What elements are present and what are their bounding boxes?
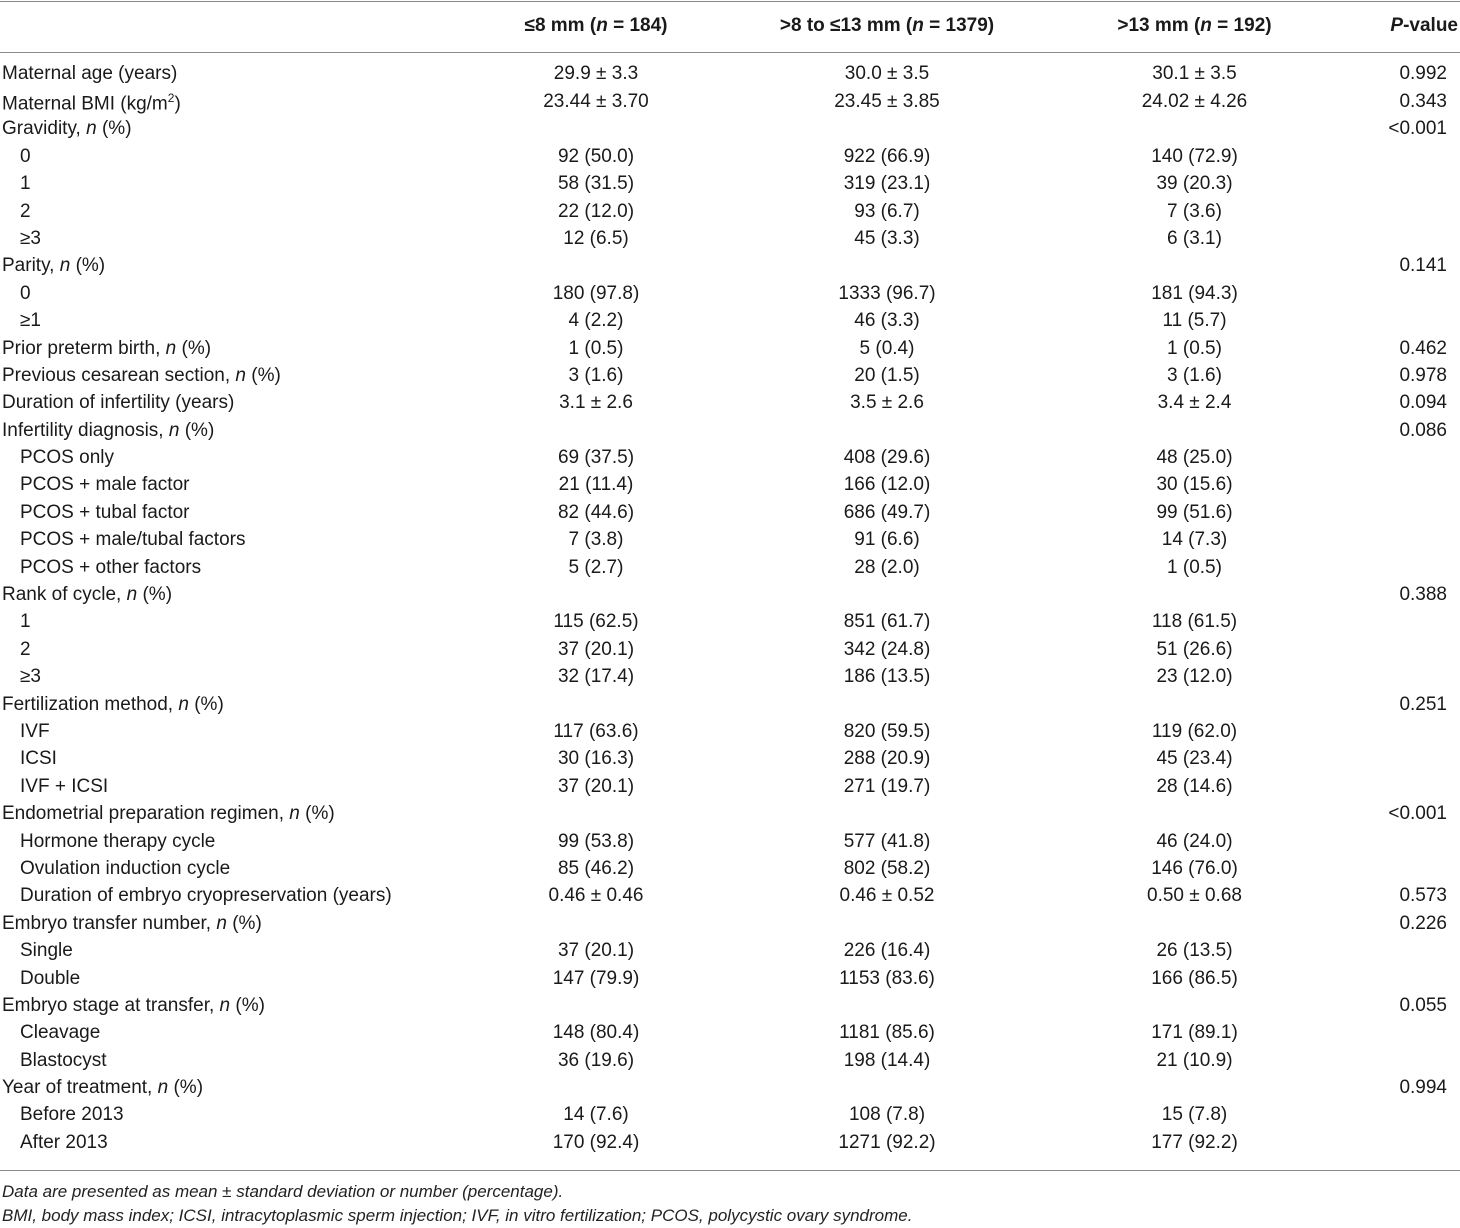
footnote-abbreviations: BMI, body mass index; ICSI, intracytoplasmic sperm injection; IVF, in vitro fertilization; PCOS, polycystic ovary syndrome. — [2, 1206, 913, 1225]
row-label: ≥3 — [20, 666, 41, 688]
cell-p-value — [1317, 143, 1460, 170]
cell-group-1: 58 (31.5) — [557, 173, 635, 195]
cell-p-value — [1317, 280, 1460, 307]
cell-group-2: 408 (29.6) — [843, 447, 931, 469]
cell-group-3: 3 (1.6) — [1167, 364, 1222, 386]
cell-p-value: 0.992 — [1399, 62, 1447, 84]
cell-p-value: <0.001 — [1388, 803, 1447, 825]
cell-p-value — [1317, 171, 1460, 198]
cell-group-1: 69 (37.5) — [557, 447, 635, 469]
header-group-gt13: >13 mm (n = 192) — [1117, 15, 1272, 36]
cell-p-value — [1317, 965, 1460, 992]
cell-group-1 — [490, 1074, 702, 1101]
row-label: Before 2013 — [20, 1104, 124, 1126]
cell-group-2 — [702, 1074, 1072, 1101]
cell-group-3: 21 (10.9) — [1156, 1049, 1233, 1071]
cell-group-3: 39 (20.3) — [1156, 173, 1233, 195]
table-row — [0, 965, 1460, 992]
cell-group-3: 140 (72.9) — [1151, 145, 1238, 167]
cell-p-value — [1317, 773, 1460, 800]
row-label: IVF — [20, 721, 50, 742]
cell-group-3: 51 (26.6) — [1156, 638, 1233, 660]
cell-group-3 — [1072, 800, 1317, 827]
cell-group-2: 577 (41.8) — [843, 830, 931, 852]
table-row — [0, 1020, 1460, 1047]
row-label: 2 — [20, 200, 31, 222]
cell-group-2: 820 (59.5) — [843, 721, 931, 742]
row-label: Gravidity, n (%) — [2, 118, 132, 140]
cell-group-2: 5 (0.4) — [859, 337, 915, 359]
cell-p-value — [1317, 1020, 1460, 1047]
cell-group-3: 23 (12.0) — [1156, 666, 1233, 688]
cell-group-3 — [1072, 116, 1317, 143]
cell-group-2 — [702, 581, 1072, 608]
cell-group-2: 342 (24.8) — [843, 638, 931, 660]
header-variable — [0, 0, 490, 52]
cell-p-value — [1317, 609, 1460, 636]
cell-p-value — [1317, 636, 1460, 663]
cell-p-value: 0.055 — [1399, 994, 1447, 1016]
row-label: Single — [20, 940, 73, 962]
row-label: Embryo transfer number, n (%) — [2, 912, 262, 934]
table-row — [0, 171, 1460, 198]
cell-group-3: 177 (92.2) — [1151, 1131, 1238, 1153]
cell-group-2 — [702, 691, 1072, 718]
cell-group-2: 108 (7.8) — [848, 1104, 926, 1126]
table-row — [0, 87, 1460, 115]
header-group-le8: ≤8 mm (n = 184) — [524, 15, 668, 36]
cell-p-value — [1317, 1047, 1460, 1074]
cell-group-2: 93 (6.7) — [854, 200, 920, 222]
row-label: Year of treatment, n (%) — [2, 1077, 204, 1099]
cell-p-value — [1317, 472, 1460, 499]
cell-group-3: 119 (62.0) — [1151, 721, 1238, 742]
cell-group-1: 3 (1.6) — [568, 364, 624, 386]
cell-p-value — [1317, 198, 1460, 225]
row-label: Infertility diagnosis, n (%) — [2, 419, 215, 441]
cell-group-3: 24.02 ± 4.26 — [1141, 90, 1248, 112]
cell-group-1: 37 (20.1) — [557, 638, 635, 660]
row-label: Endometrial preparation regimen, n (%) — [2, 803, 335, 825]
cell-group-1: 32 (17.4) — [557, 666, 635, 688]
cell-p-value — [1317, 746, 1460, 773]
cell-group-2: 686 (49.7) — [843, 501, 931, 523]
cell-group-1: 148 (80.4) — [552, 1022, 640, 1044]
table-row — [0, 718, 1460, 745]
row-label: Cleavage — [20, 1022, 101, 1044]
cell-group-3 — [1072, 581, 1317, 608]
cell-group-1: 82 (44.6) — [557, 501, 635, 523]
table-row — [0, 198, 1460, 225]
row-label: IVF + ICSI — [20, 775, 109, 797]
table-body — [0, 52, 1460, 1157]
cell-group-2: 1181 (85.6) — [839, 1022, 935, 1044]
row-label: Ovulation induction cycle — [20, 857, 231, 879]
table-row — [0, 390, 1460, 417]
row-label: 2 — [20, 638, 31, 660]
row-label: After 2013 — [20, 1131, 108, 1153]
table-row — [0, 636, 1460, 663]
table-row — [0, 143, 1460, 170]
table-row — [0, 883, 1460, 910]
cell-group-1: 0.46 ± 0.46 — [548, 885, 644, 907]
cell-group-1 — [490, 691, 702, 718]
cell-group-3: 0.50 ± 0.68 — [1147, 885, 1242, 907]
row-label: Fertilization method, n (%) — [2, 693, 224, 715]
row-label: 0 — [20, 282, 31, 304]
row-label: 1 — [20, 611, 31, 633]
footnote-data-format: Data are presented as mean ± standard deviation or number (percentage). — [2, 1182, 564, 1201]
cell-group-2: 319 (23.1) — [843, 173, 931, 195]
row-label: Previous cesarean section, n (%) — [2, 364, 281, 386]
cell-p-value — [1317, 855, 1460, 882]
row-label: ICSI — [20, 748, 57, 770]
cell-group-2: 45 (3.3) — [854, 227, 920, 249]
cell-group-3 — [1072, 691, 1317, 718]
table-row — [0, 1074, 1460, 1101]
table-row — [0, 116, 1460, 143]
cell-group-1: 36 (19.6) — [557, 1049, 635, 1071]
cell-group-1: 92 (50.0) — [557, 145, 635, 167]
cell-group-1: 30 (16.3) — [557, 748, 635, 770]
cell-group-1: 115 (62.5) — [553, 611, 639, 633]
cell-group-1: 37 (20.1) — [557, 775, 635, 797]
cell-group-3: 45 (23.4) — [1156, 748, 1233, 770]
table-row — [0, 1102, 1460, 1129]
cell-p-value — [1317, 664, 1460, 691]
cell-group-2: 198 (14.4) — [843, 1049, 931, 1071]
cell-group-2 — [702, 800, 1072, 827]
row-label: PCOS only — [20, 447, 114, 469]
row-label: Maternal age (years) — [2, 62, 178, 84]
cell-group-3 — [1072, 992, 1317, 1019]
cell-group-2: 186 (13.5) — [843, 666, 931, 688]
cell-group-3 — [1072, 1074, 1317, 1101]
cell-group-3: 48 (25.0) — [1156, 447, 1233, 469]
cell-group-3: 26 (13.5) — [1156, 940, 1233, 962]
table-row — [0, 910, 1460, 937]
cell-group-1: 3.1 ± 2.6 — [559, 392, 633, 414]
spacer-row — [0, 52, 1460, 60]
table-row — [0, 60, 1460, 87]
cell-group-2 — [702, 253, 1072, 280]
row-label: PCOS + other factors — [20, 556, 202, 578]
cell-p-value: 0.573 — [1399, 885, 1447, 907]
row-label: 0 — [20, 145, 31, 167]
table-row — [0, 444, 1460, 471]
cell-group-2 — [702, 910, 1072, 937]
row-label: Hormone therapy cycle — [20, 830, 216, 852]
header-group-8to13: >8 to ≤13 mm (n = 1379) — [779, 15, 995, 36]
cell-group-3: 118 (61.5) — [1151, 611, 1238, 633]
cell-group-2: 802 (58.2) — [843, 857, 931, 879]
cell-group-2 — [702, 116, 1072, 143]
table-row — [0, 472, 1460, 499]
cell-group-1: 12 (6.5) — [563, 227, 629, 249]
table-footnotes — [2, 1180, 912, 1228]
cell-p-value — [1317, 527, 1460, 554]
cell-group-1: 37 (20.1) — [557, 940, 635, 962]
cell-p-value: <0.001 — [1388, 118, 1447, 140]
table-row — [0, 691, 1460, 718]
table-row — [0, 581, 1460, 608]
table-row — [0, 225, 1460, 252]
cell-group-3: 166 (86.5) — [1151, 967, 1238, 989]
cell-group-3: 1 (0.5) — [1167, 337, 1222, 359]
cell-group-3: 146 (76.0) — [1151, 857, 1238, 879]
cell-group-2: 0.46 ± 0.52 — [839, 885, 935, 907]
cell-group-1 — [490, 992, 702, 1019]
cell-p-value — [1317, 1129, 1460, 1156]
cell-group-2: 271 (19.7) — [843, 775, 931, 797]
cell-group-2: 20 (1.5) — [854, 364, 920, 386]
cell-group-1: 170 (92.4) — [552, 1131, 640, 1153]
row-label: Duration of infertility (years) — [2, 392, 235, 414]
cell-group-1 — [490, 800, 702, 827]
cell-group-2: 3.5 ± 2.6 — [850, 392, 924, 414]
table-row — [0, 335, 1460, 362]
cell-group-2: 1271 (92.2) — [838, 1131, 936, 1153]
cell-group-2: 226 (16.4) — [843, 940, 931, 962]
row-label: Parity, n (%) — [2, 255, 106, 277]
cell-group-1: 1 (0.5) — [568, 337, 624, 359]
header-p-value: P-value — [1390, 15, 1458, 36]
table-row — [0, 937, 1460, 964]
cell-group-1: 117 (63.6) — [553, 721, 639, 742]
cell-group-2: 166 (12.0) — [843, 474, 931, 496]
cell-group-3: 14 (7.3) — [1161, 529, 1228, 551]
cell-group-1: 22 (12.0) — [557, 200, 635, 222]
cell-group-2: 1153 (83.6) — [839, 967, 935, 989]
cell-group-3: 181 (94.3) — [1151, 282, 1238, 304]
cell-group-2 — [702, 992, 1072, 1019]
table-row — [0, 527, 1460, 554]
cell-group-3 — [1072, 910, 1317, 937]
row-label: PCOS + male factor — [20, 474, 190, 496]
cell-group-3: 30 (15.6) — [1156, 474, 1233, 496]
row-label: Prior preterm birth, n (%) — [2, 337, 212, 359]
cell-group-2: 30.0 ± 3.5 — [844, 62, 930, 84]
row-label: ≥3 — [20, 227, 41, 249]
cell-group-3: 171 (89.1) — [1151, 1022, 1238, 1044]
table-row — [0, 992, 1460, 1019]
table-row — [0, 307, 1460, 334]
cell-group-1: 29.9 ± 3.3 — [553, 62, 639, 84]
cell-group-1 — [490, 581, 702, 608]
cell-group-1: 147 (79.9) — [552, 967, 640, 989]
table-row — [0, 554, 1460, 581]
cell-group-1: 7 (3.8) — [568, 529, 624, 551]
cell-group-1: 180 (97.8) — [552, 282, 640, 304]
row-label: Blastocyst — [20, 1049, 107, 1071]
table-row — [0, 855, 1460, 882]
cell-group-1: 4 (2.2) — [568, 310, 624, 332]
cell-group-3: 46 (24.0) — [1156, 830, 1233, 852]
cell-p-value: 0.141 — [1399, 255, 1447, 277]
cell-p-value: 0.978 — [1399, 364, 1447, 386]
cell-group-2: 23.45 ± 3.85 — [834, 90, 940, 112]
cell-p-value: 0.094 — [1399, 392, 1447, 414]
row-label: Double — [20, 967, 81, 989]
table-row — [0, 746, 1460, 773]
cell-p-value — [1317, 225, 1460, 252]
table-row — [0, 773, 1460, 800]
cell-group-1: 5 (2.7) — [568, 556, 624, 578]
row-label: PCOS + male/tubal factors — [20, 529, 246, 551]
table-row — [0, 664, 1460, 691]
cell-p-value — [1317, 444, 1460, 471]
table-row — [0, 362, 1460, 389]
row-label: Maternal BMI $(kg/m^2)$ — [2, 91, 181, 115]
cell-group-2: 91 (6.6) — [854, 529, 920, 551]
cell-group-1: 14 (7.6) — [563, 1104, 629, 1126]
cell-group-2: 46 (3.3) — [854, 310, 920, 332]
cell-p-value — [1317, 718, 1460, 745]
table-row — [0, 253, 1460, 280]
row-label: Rank of cycle, n (%) — [2, 584, 173, 606]
cell-group-1: 99 (53.8) — [557, 830, 635, 852]
cell-group-3: 7 (3.6) — [1167, 200, 1222, 222]
cell-p-value: 0.994 — [1399, 1077, 1447, 1099]
cell-group-3: 3.4 ± 2.4 — [1157, 392, 1232, 414]
cell-group-1: 23.44 ± 3.70 — [543, 90, 649, 112]
cell-p-value — [1317, 307, 1460, 334]
cell-p-value — [1317, 554, 1460, 581]
table-row — [0, 280, 1460, 307]
row-label: ≥1 — [20, 310, 41, 332]
cell-group-1 — [490, 910, 702, 937]
cell-p-value: 0.251 — [1399, 693, 1447, 715]
cell-group-3: 6 (3.1) — [1167, 227, 1222, 249]
table-row — [0, 1129, 1460, 1156]
cell-group-1 — [490, 417, 702, 444]
cell-group-3: 11 (5.7) — [1162, 310, 1227, 332]
header-row — [0, 0, 1460, 52]
cell-p-value: 0.226 — [1399, 912, 1447, 934]
cell-p-value: 0.086 — [1399, 419, 1447, 441]
cell-group-2: 922 (66.9) — [843, 145, 931, 167]
cell-p-value: 0.462 — [1399, 337, 1447, 359]
cell-group-3 — [1072, 417, 1317, 444]
cell-group-3: 15 (7.8) — [1161, 1104, 1228, 1126]
cell-group-1: 85 (46.2) — [557, 857, 635, 879]
cell-p-value — [1317, 1102, 1460, 1129]
cell-p-value: 0.343 — [1399, 90, 1447, 112]
cell-group-2: 288 (20.9) — [843, 748, 931, 770]
row-label: PCOS + tubal factor — [20, 501, 190, 523]
cell-group-2 — [702, 417, 1072, 444]
cell-p-value — [1317, 499, 1460, 526]
cell-group-1 — [490, 116, 702, 143]
row-label: Duration of embryo cryopreservation (years) — [20, 885, 392, 907]
cell-group-1: 21 (11.4) — [558, 474, 634, 496]
cell-group-3: 1 (0.5) — [1167, 556, 1222, 578]
row-label: Embryo stage at transfer, n (%) — [2, 994, 265, 1016]
cell-p-value — [1317, 937, 1460, 964]
cell-group-3: 30.1 ± 3.5 — [1152, 62, 1237, 84]
cell-group-3: 28 (14.6) — [1156, 775, 1233, 797]
cell-group-2: 28 (2.0) — [854, 556, 920, 578]
cell-group-1 — [490, 253, 702, 280]
cell-group-3: 99 (51.6) — [1156, 501, 1233, 523]
cell-p-value: 0.388 — [1399, 584, 1447, 606]
table-row — [0, 609, 1460, 636]
table-row — [0, 1047, 1460, 1074]
table-bottom-rule — [0, 1170, 1460, 1171]
table-row — [0, 417, 1460, 444]
cell-group-2: 1333 (96.7) — [838, 282, 936, 304]
table-row — [0, 499, 1460, 526]
cell-p-value — [1317, 828, 1460, 855]
cell-group-2: 851 (61.7) — [843, 611, 931, 633]
cell-group-3 — [1072, 253, 1317, 280]
table-row — [0, 800, 1460, 827]
row-label: 1 — [20, 173, 31, 195]
table-row — [0, 828, 1460, 855]
